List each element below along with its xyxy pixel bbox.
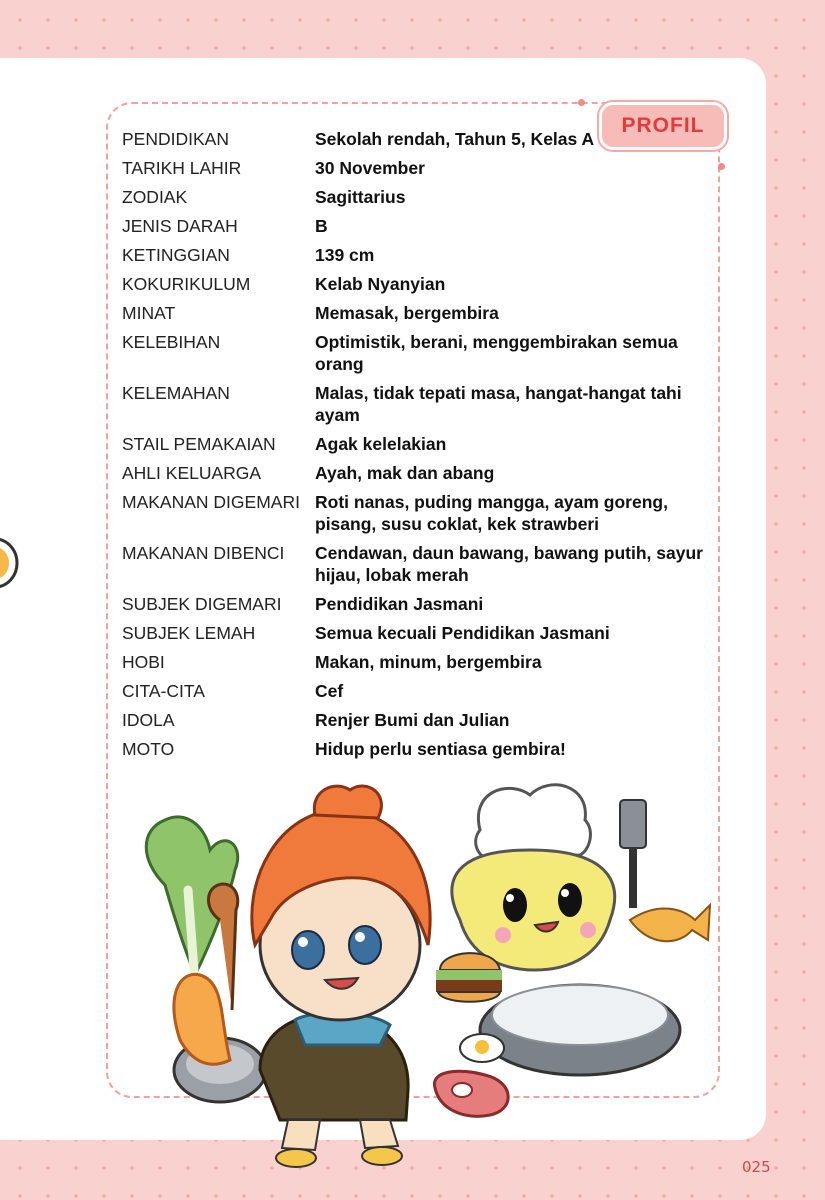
profile-row: [122, 680, 722, 702]
row-label: MAKANAN DIGEMARI: [122, 492, 300, 512]
profile-row: [122, 302, 722, 324]
row-value: Renjer Bumi dan Julian: [315, 710, 510, 730]
steak-illustration: [434, 1071, 508, 1116]
row-label: JENIS DARAH: [122, 216, 238, 236]
row-label: STAIL PEMAKAIAN: [122, 434, 276, 454]
girl-chef-illustration: [252, 786, 430, 1167]
row-value: Hidup perlu sentiasa gembira!: [315, 739, 566, 759]
row-label: TARIKH LAHIR: [122, 158, 242, 178]
row-value: Semua kecuali Pendidikan Jasmani: [315, 623, 610, 643]
row-value: Sagittarius: [315, 187, 406, 207]
profile-row: [122, 128, 722, 150]
row-label: SUBJEK LEMAH: [122, 623, 256, 643]
row-value: 30 November: [315, 158, 425, 178]
row-value: Kelab Nyanyian: [315, 274, 446, 294]
profile-row: [122, 593, 722, 615]
row-label: ZODIAK: [122, 187, 188, 207]
row-label: KELEBIHAN: [122, 332, 221, 352]
row-label: HOBI: [122, 652, 165, 672]
row-label: KELEMAHAN: [122, 383, 230, 403]
row-value: Memasak, bergembira: [315, 303, 499, 323]
bowl-illustration-edge: [0, 528, 20, 598]
row-label: MAKANAN DIBENCI: [122, 543, 285, 563]
row-label: AHLI KELUARGA: [122, 463, 262, 483]
profile-row: [122, 215, 722, 237]
row-value: Pendidikan Jasmani: [315, 594, 484, 614]
row-label: MINAT: [122, 303, 176, 323]
row-value: Sekolah rendah, Tahun 5, Kelas A: [315, 129, 595, 149]
row-label: CITA-CITA: [122, 681, 205, 701]
row-value: 139 cm: [315, 245, 375, 265]
profile-table: [122, 128, 722, 767]
row-label: MOTO: [122, 739, 175, 759]
chef-characters-illustration: [110, 770, 730, 1180]
row-label: SUBJEK DIGEMARI: [122, 594, 282, 614]
profile-row: [122, 738, 722, 760]
row-value: Agak kelelakian: [315, 434, 447, 454]
profile-row: [122, 542, 722, 586]
profile-row: [122, 651, 722, 673]
row-value: Ayah, mak dan abang: [315, 463, 495, 483]
row-value: Makan, minum, bergembira: [315, 652, 542, 672]
row-value: Cef: [315, 681, 344, 701]
profile-row: [122, 491, 722, 535]
profile-row: [122, 382, 722, 426]
cat-chef-illustration: [452, 785, 710, 1075]
profile-row: [122, 433, 722, 455]
frame-dot: [578, 99, 585, 106]
profile-row: [122, 462, 722, 484]
page-number: 025: [742, 1158, 771, 1176]
row-value: Cendawan, daun bawang, bawang putih, sayur hijau, lobak merah: [315, 543, 703, 585]
row-label: PENDIDIKAN: [122, 129, 229, 149]
profile-row: [122, 622, 722, 644]
profile-row: [122, 186, 722, 208]
profile-row: [122, 331, 722, 375]
profile-row: [122, 244, 722, 266]
row-value: Optimistik, berani, menggembirakan semua orang: [315, 332, 678, 374]
row-value: Roti nanas, puding mangga, ayam goreng, pisang, susu coklat, kek strawberi: [315, 492, 668, 534]
row-value: Malas, tidak tepati masa, hangat-hangat tahi ayam: [315, 383, 682, 425]
row-label: IDOLA: [122, 710, 175, 730]
profile-row: [122, 273, 722, 295]
profile-tab-label: PROFIL: [621, 114, 705, 137]
row-label: KOKURIKULUM: [122, 274, 251, 294]
profile-row: [122, 157, 722, 179]
row-label: KETINGGIAN: [122, 245, 230, 265]
row-value: B: [315, 216, 328, 236]
profile-row: [122, 709, 722, 731]
burger-illustration: [436, 953, 502, 1002]
